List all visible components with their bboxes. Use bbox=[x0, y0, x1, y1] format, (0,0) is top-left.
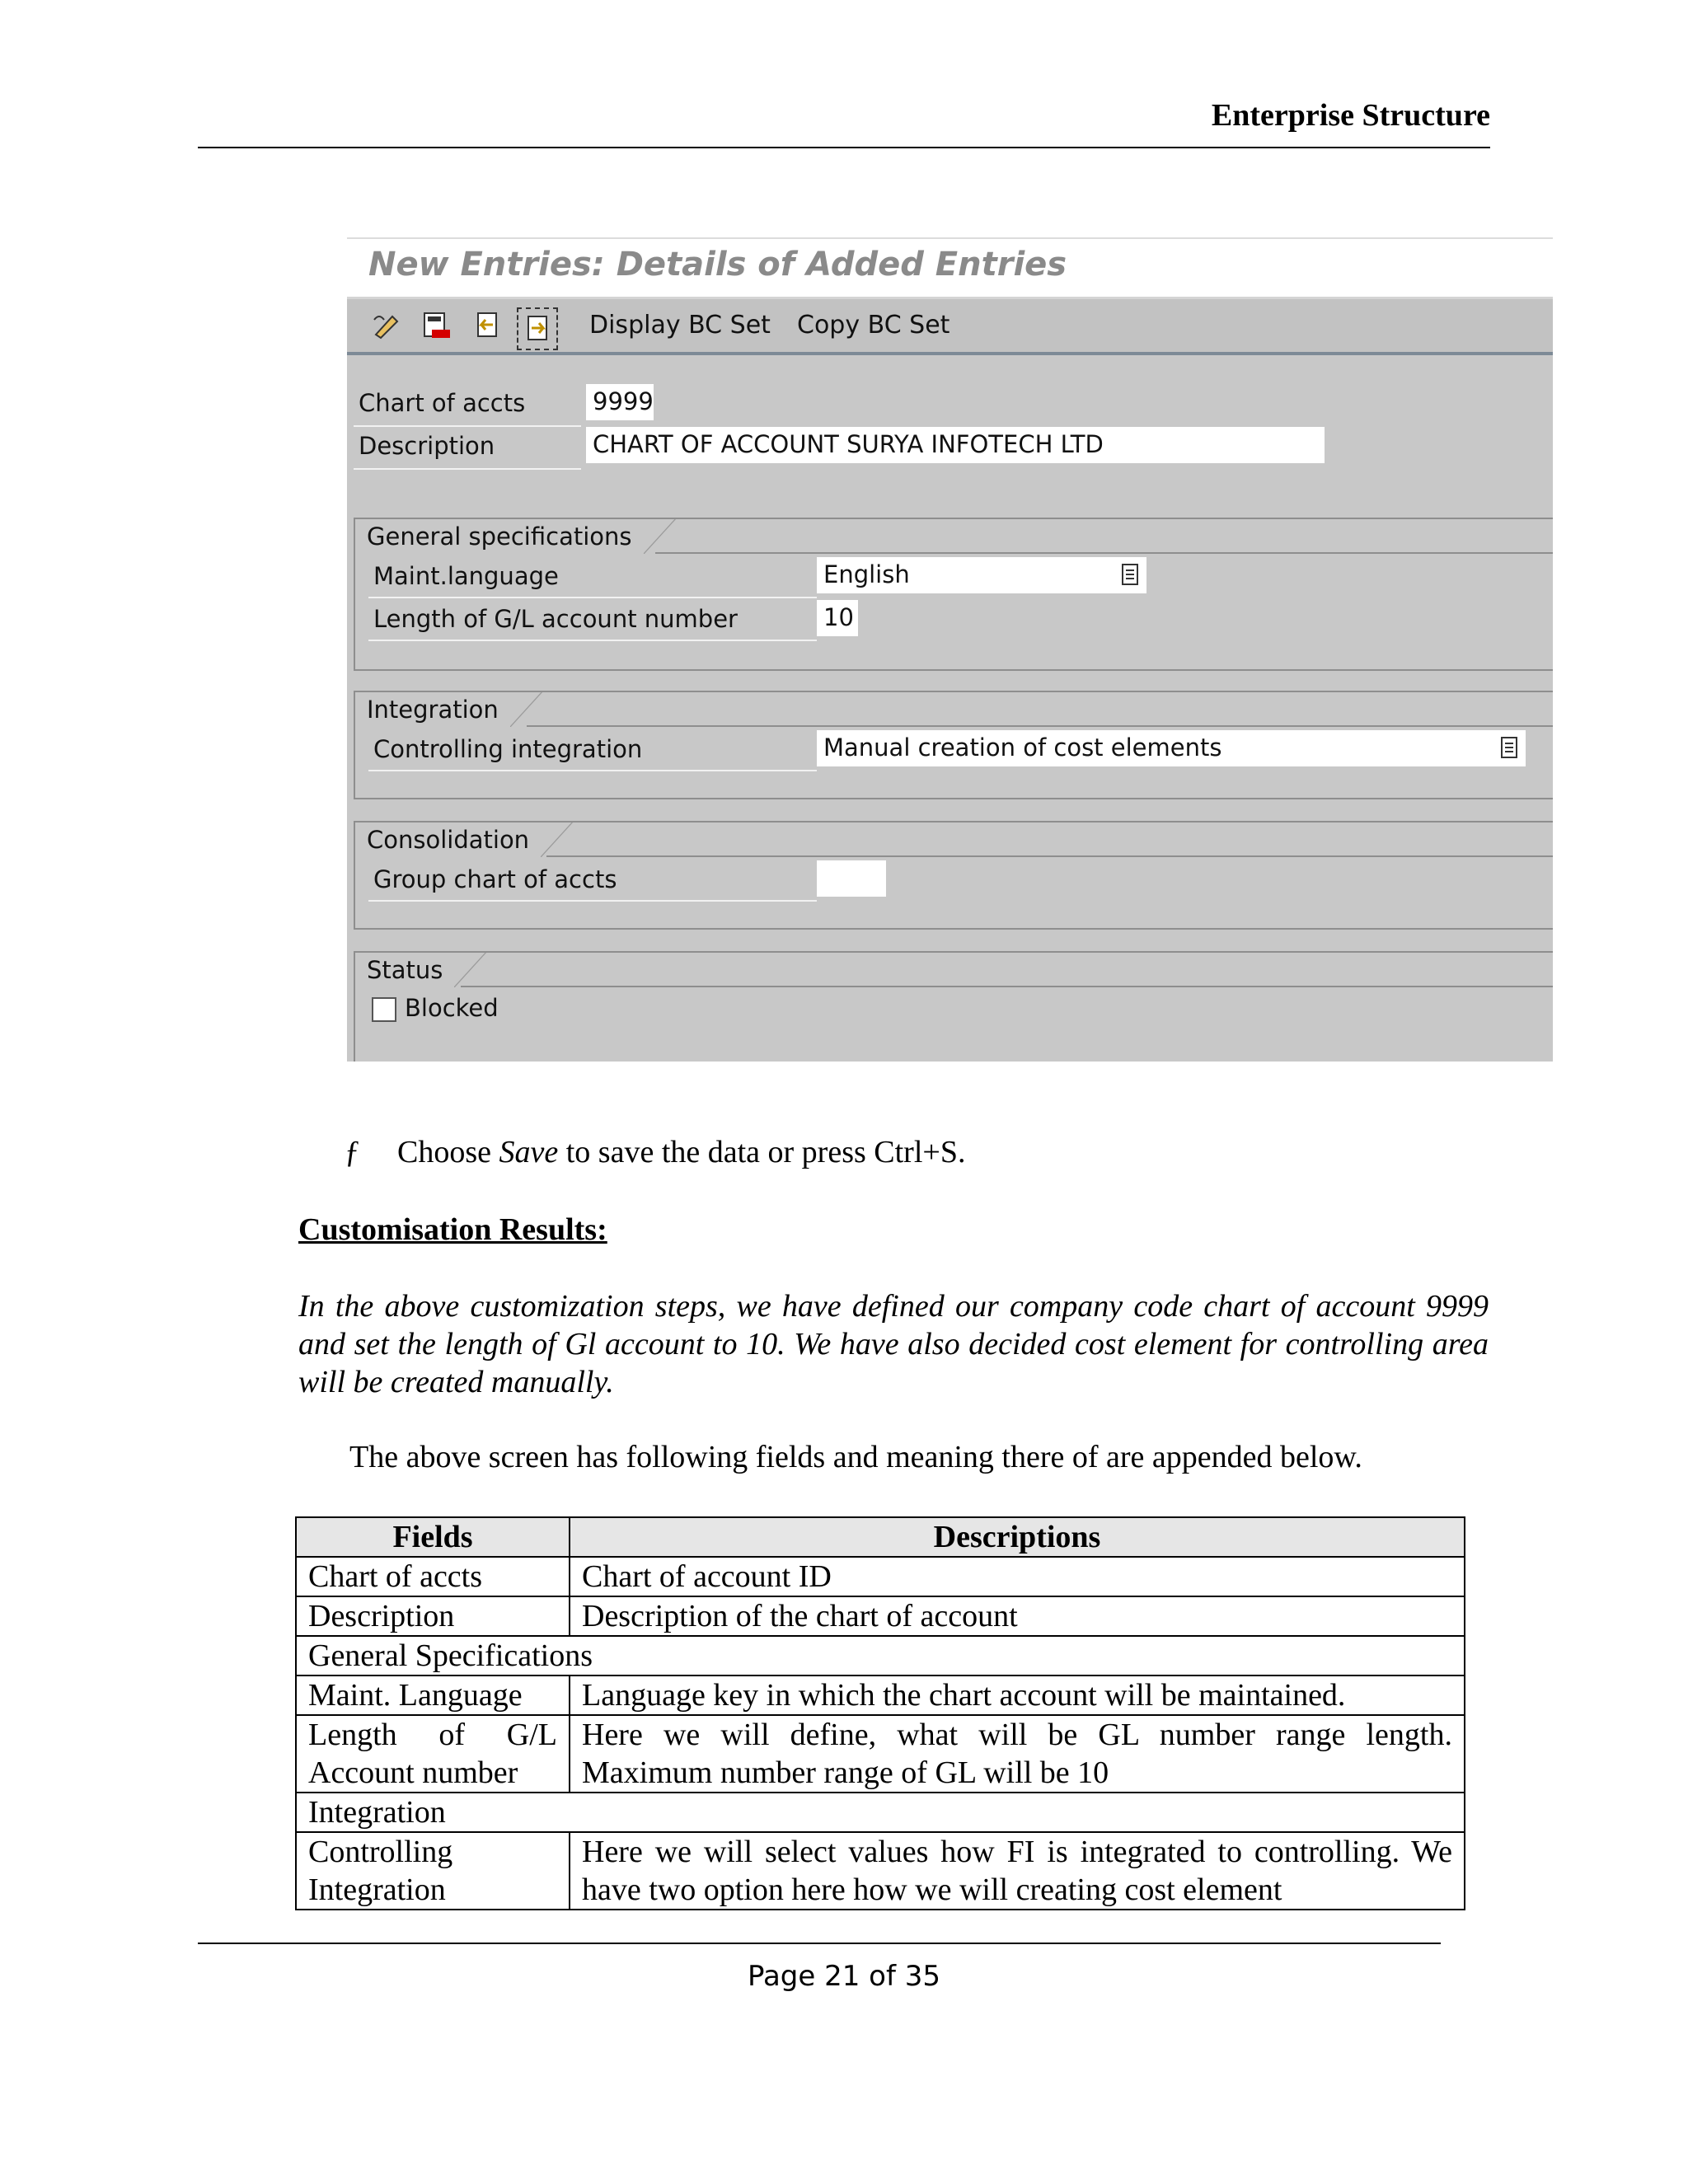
value-help-icon[interactable] bbox=[1120, 562, 1142, 587]
group-chart-field[interactable] bbox=[817, 860, 886, 897]
consolidation-title: Consolidation bbox=[354, 821, 541, 857]
description-cell: Language key in which the chart account will be maintained. bbox=[570, 1675, 1465, 1715]
section-cell: General Specifications bbox=[296, 1636, 1465, 1675]
description-field[interactable]: CHART OF ACCOUNT SURYA INFOTECH LTD bbox=[586, 427, 1325, 463]
descriptions-column-header: Descriptions bbox=[570, 1517, 1465, 1557]
save-instruction-prefix: Choose bbox=[397, 1135, 499, 1169]
previous-entry-icon[interactable] bbox=[471, 309, 504, 342]
copy-bc-set-button[interactable]: Copy BC Set bbox=[797, 311, 950, 340]
controlling-integration-label: Controlling integration bbox=[373, 735, 643, 763]
table-row bbox=[296, 1715, 1465, 1793]
controlling-integration-field[interactable] bbox=[817, 730, 1526, 766]
section-cell: Integration bbox=[296, 1793, 1465, 1832]
description-cell: Here we will define, what will be GL number range length. Maximum number range of GL will be 10 bbox=[570, 1715, 1465, 1793]
maint-language-value: English bbox=[823, 560, 910, 588]
table-section-row bbox=[296, 1636, 1465, 1675]
field-cell: Controlling Integration bbox=[296, 1832, 570, 1910]
field-cell: Length of G/L Account number bbox=[296, 1715, 570, 1793]
customisation-results-heading: Customisation Results: bbox=[298, 1212, 607, 1247]
fields-intro-paragraph: The above screen has following fields and meaning there of are appended below. bbox=[349, 1440, 1362, 1474]
label-underline bbox=[368, 640, 817, 641]
description-label: Description bbox=[359, 432, 495, 460]
change-display-icon[interactable] bbox=[370, 309, 403, 342]
bullet-icon: ƒ bbox=[345, 1135, 360, 1169]
fields-table bbox=[295, 1516, 1465, 1910]
display-bc-set-button[interactable]: Display BC Set bbox=[589, 311, 771, 340]
label-underline bbox=[354, 425, 581, 427]
document-header-title: Enterprise Structure bbox=[1211, 98, 1490, 133]
next-entry-icon[interactable] bbox=[517, 307, 558, 350]
header-rule bbox=[198, 147, 1490, 148]
general-specifications-group bbox=[354, 518, 1553, 671]
value-help-icon[interactable] bbox=[1499, 735, 1521, 760]
description-cell: Here we will select values how FI is integrated to controlling. We have two option here how we will creating cost element bbox=[570, 1832, 1465, 1910]
sap-screen bbox=[347, 237, 1553, 1062]
controlling-integration-value: Manual creation of cost elements bbox=[823, 733, 1222, 762]
table-section-row bbox=[296, 1793, 1465, 1832]
page-number: Page 21 of 35 bbox=[747, 1960, 941, 1993]
field-cell: Description bbox=[296, 1596, 570, 1636]
group-chart-label: Group chart of accts bbox=[373, 865, 617, 893]
table-row bbox=[296, 1557, 1465, 1596]
footer-rule bbox=[198, 1943, 1441, 1944]
results-paragraph: In the above customization steps, we have defined our company code chart of account 9999 and set the length of Gl account to 10. We have also decided cost element for controlling area will be created manually. bbox=[298, 1289, 1489, 1399]
delete-entry-icon[interactable] bbox=[420, 309, 452, 342]
group-rule bbox=[527, 725, 1553, 727]
blocked-label: Blocked bbox=[405, 994, 499, 1022]
table-row bbox=[296, 1832, 1465, 1910]
save-instruction-suffix: to save the data or press Ctrl+S. bbox=[558, 1135, 966, 1169]
label-underline bbox=[354, 468, 581, 470]
group-rule bbox=[655, 552, 1553, 554]
fields-column-header: Fields bbox=[296, 1517, 570, 1557]
save-word: Save bbox=[499, 1135, 559, 1169]
table-row bbox=[296, 1596, 1465, 1636]
maint-language-field[interactable] bbox=[817, 557, 1146, 593]
gl-length-field[interactable]: 10 bbox=[817, 600, 858, 636]
field-cell: Chart of accts bbox=[296, 1557, 570, 1596]
maint-language-label: Maint.language bbox=[373, 562, 559, 590]
status-group bbox=[354, 951, 1553, 1062]
sap-toolbar bbox=[347, 299, 1553, 355]
integration-title: Integration bbox=[354, 691, 510, 727]
sap-title-bar bbox=[347, 239, 1553, 299]
description-cell: Description of the chart of account bbox=[570, 1596, 1465, 1636]
save-instruction bbox=[397, 1134, 965, 1170]
table-row bbox=[296, 1675, 1465, 1715]
description-cell: Chart of account ID bbox=[570, 1557, 1465, 1596]
label-underline bbox=[368, 597, 817, 598]
sap-screen-title: New Entries: Details of Added Entries bbox=[368, 246, 1067, 284]
blocked-checkbox[interactable] bbox=[372, 997, 396, 1022]
gl-length-label: Length of G/L account number bbox=[373, 605, 738, 633]
table-header-row bbox=[296, 1517, 1465, 1557]
status-title: Status bbox=[354, 951, 454, 987]
label-underline bbox=[368, 770, 817, 771]
label-underline bbox=[368, 900, 817, 902]
general-specifications-title: General specifications bbox=[354, 518, 644, 554]
group-rule bbox=[546, 855, 1553, 857]
group-rule bbox=[461, 986, 1553, 987]
chart-of-accts-field[interactable]: 9999 bbox=[586, 384, 654, 420]
chart-of-accts-label: Chart of accts bbox=[359, 389, 526, 417]
field-cell: Maint. Language bbox=[296, 1675, 570, 1715]
